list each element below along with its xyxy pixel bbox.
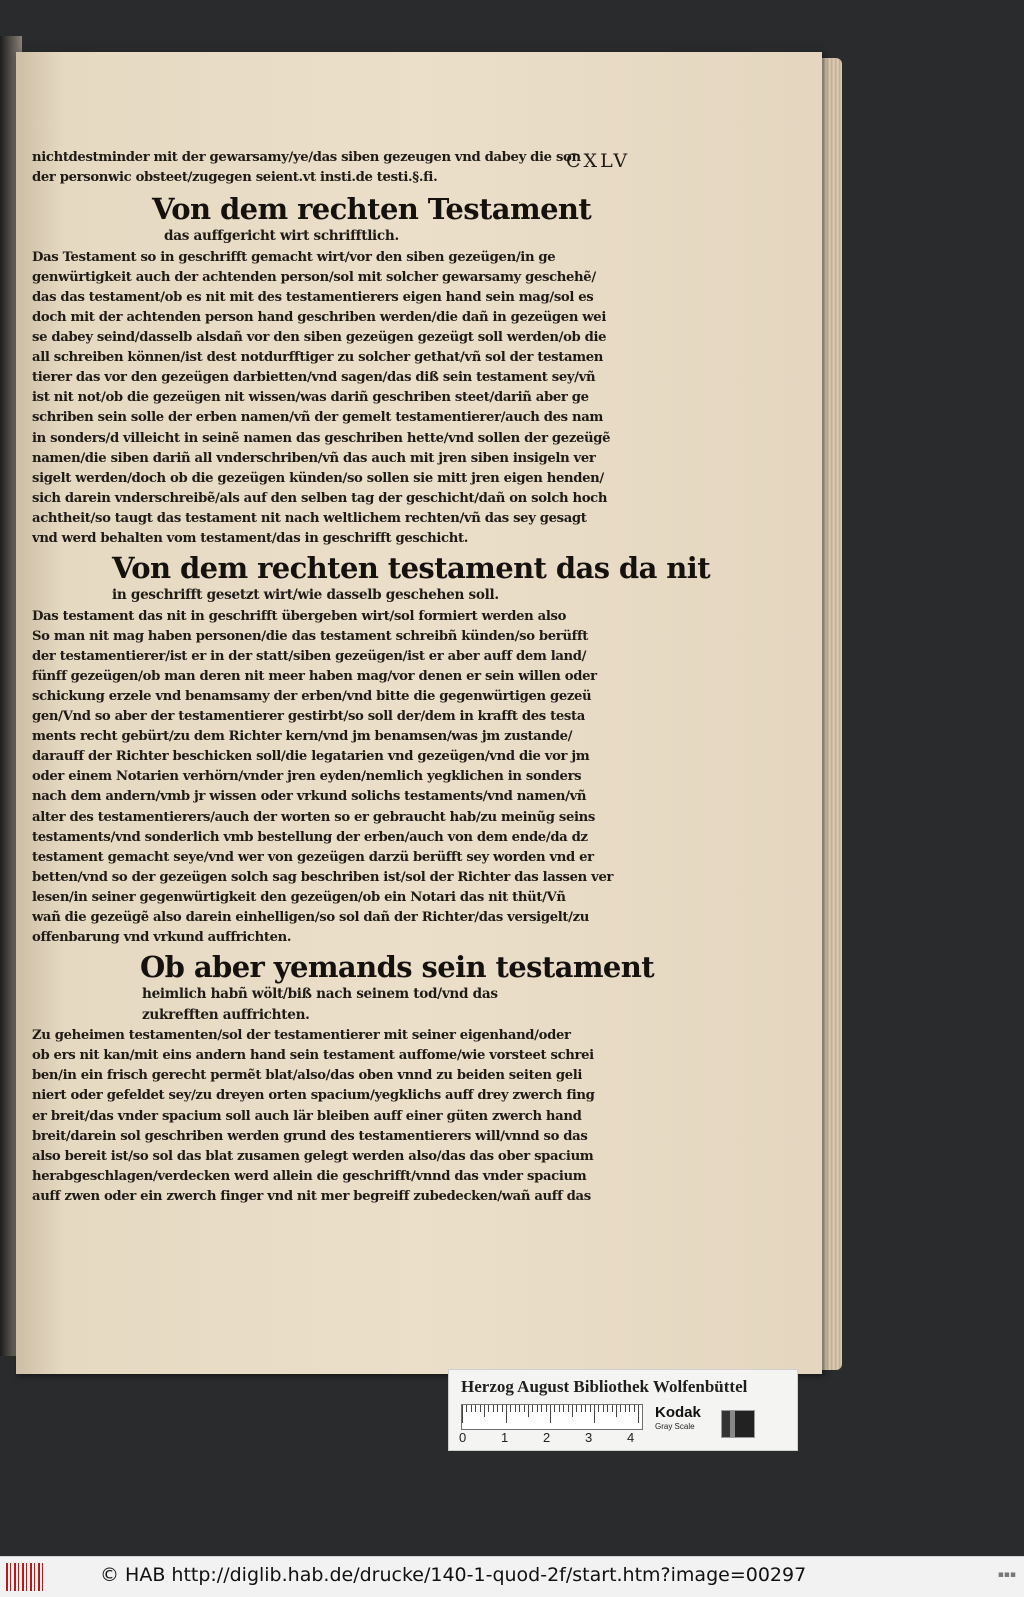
text-line: alter des testamentierers/auch der worten so er gebraucht hab/zu meinũg seins [32, 809, 595, 825]
ruler-tick [638, 1405, 639, 1423]
text-line: schriben sein solle der erben namen/vñ der gemelt testamentierer/auch des nam [32, 410, 603, 426]
text-line: Das Testament so in geschrifft gemacht wirt/vor den siben gezeügen/in ge [32, 249, 556, 265]
footer-url[interactable]: © HAB http://diglib.hab.de/drucke/140-1-quod-2f/start.htm?image=00297 [100, 1564, 807, 1586]
ruler-tick [603, 1405, 604, 1412]
text-line: vnd werd behalten vom testament/das in geschrifft geschicht. [32, 531, 468, 546]
ruler-tick [484, 1405, 485, 1417]
section-subheading: zukrefften auffrichten. [142, 1006, 310, 1023]
measurement-ruler [461, 1404, 643, 1430]
ruler-number: 2 [543, 1430, 551, 1445]
ruler-tick [554, 1405, 555, 1412]
hab-barcode-logo-icon[interactable] [6, 1563, 46, 1591]
text-line: sigelt werden/doch ob die gezeügen künden/so sollen sie mitt jren eigen henden/ [32, 470, 604, 486]
ruler-tick [607, 1405, 608, 1412]
text-line: doch mit der achtenden person hand geschriben werden/die dañ in gezeügen wei [32, 309, 607, 325]
text-line: So man nit mag haben personen/die das testament schreibñ künden/so berüfft [32, 628, 589, 644]
ruler-number: 3 [585, 1430, 593, 1445]
text-line: testament gemacht seye/vnd wer von gezeügen darzü berüfft sey worden vnd er [32, 849, 594, 865]
ruler-tick [466, 1405, 467, 1412]
text-line: fünff gezeügen/ob man deren nit meer haben mag/vor denen er sein willen oder [32, 668, 597, 684]
text-line: betten/vnd so der gezeügen solch sag beschriben ist/sol der Richter das lassen ver [32, 869, 614, 885]
text-line: der personwic obsteet/zugegen seient.vt insti.de testi.§.fi. [32, 170, 438, 186]
footer-bar [0, 1556, 1024, 1597]
text-line: wañ die gezeügẽ also darein einhelligen/so sol dañ der Richter/das versigelt/zu [32, 910, 589, 925]
section-heading: Von dem rechten Testament [152, 192, 592, 227]
text-line: ments recht gebürt/zu dem Richter kern/vnd jm benamsen/was jm zustande/ [32, 729, 573, 745]
text-line: das das testament/ob es nit mit des testamentierers eigen hand sein mag/sol es [32, 289, 594, 305]
section-heading: Von dem rechten testament das da nit [112, 551, 710, 586]
text-line: testaments/vnd sonderlich vmb bestellung der erben/auch von dem ende/da dz [32, 829, 588, 845]
ruler-tick [546, 1405, 547, 1412]
section-subheading: heimlich habñ wölt/biß nach seinem tod/vnd das [142, 986, 498, 1003]
text-line: sich darein vnderschreibẽ/als auf den selben tag der geschicht/dañ on solch hoch [32, 490, 608, 506]
ruler-tick [462, 1405, 463, 1423]
text-line: in sonders/d villeicht in seinẽ namen das geschriben hette/vnd sollen der gezeügẽ [32, 430, 611, 446]
ruler-tick [524, 1405, 525, 1412]
page-text [32, 148, 710, 1207]
section-heading: Ob aber yemands sein testament [140, 950, 655, 985]
text-line: genwürtigkeit auch der achtenden person/sol mit solcher gewarsamy geschehẽ/ [32, 269, 596, 285]
paragraph [32, 248, 682, 549]
folio-number: CXLV [566, 150, 631, 172]
text-line: breit/darein sol geschriben werden grund des testamentierers will/vnnd so das [32, 1128, 588, 1144]
text-line: schickung erzele vnd benamsamy der erben/vnd bitte die gegenwürtigen gezeü [32, 688, 592, 704]
ruler-tick [634, 1405, 635, 1412]
text-line: der testamentierer/ist er in der statt/siben gezeügen/ist er aber auff dem land/ [32, 648, 587, 664]
text-line: oder einem Notarien verhörn/vnder jren eyden/nemlich yegklichen in sonders [32, 769, 582, 785]
ruler-tick [488, 1405, 489, 1412]
text-line: all schreiben können/ist dest notdurfftiger zu solcher gethat/vñ sol der testamen [32, 350, 604, 366]
ruler-tick [510, 1405, 511, 1412]
gray-patch [721, 1410, 755, 1438]
section-subheading: das auffgericht wirt schrifftlich. [164, 228, 399, 245]
ruler-tick [502, 1405, 503, 1412]
text-line: Das testament das nit in geschrifft übergeben wirt/sol formiert werden also [32, 608, 567, 624]
card-title: Herzog August Bibliothek Wolfenbüttel [461, 1377, 748, 1396]
ruler-tick [629, 1405, 630, 1412]
text-line: niert oder gefeldet sey/zu dreyen orten spacium/yegklichs auff drey zwerch fing [32, 1088, 595, 1104]
text-line: namen/die siben dariñ all vnderschriben/vñ das auch mit jren siben insigeln ver [32, 450, 596, 466]
kodak-brand: Kodak [655, 1404, 701, 1421]
ruler-tick [585, 1405, 586, 1412]
paragraph [32, 607, 682, 949]
color-calibration-card [448, 1369, 798, 1451]
ruler-tick [497, 1405, 498, 1412]
text-line: darauff der Richter beschicken soll/die legatarien vnd gezeügen/vnd die vor jm [32, 749, 590, 765]
ruler-tick [563, 1405, 564, 1412]
text-line: lesen/in seiner gegenwürtigkeit den gezeügen/ob ein Notari das nit thüt/Vñ [32, 889, 566, 905]
ruler-tick [519, 1405, 520, 1412]
ruler-tick [568, 1405, 569, 1412]
ruler-tick [581, 1405, 582, 1412]
ruler-number: 4 [627, 1430, 635, 1445]
text-line: also bereit ist/so sol das blat zusamen gelegt werden also/das das ober spacium [32, 1148, 594, 1164]
ruler-number: 0 [459, 1430, 467, 1445]
ruler-tick [493, 1405, 494, 1412]
text-line: er breit/das vnder spacium soll auch lär bleiben auff einer güten zwerch hand [32, 1108, 582, 1124]
text-line: nach dem andern/vmb jr wissen oder vrkund solichs testaments/vnd namen/vñ [32, 789, 587, 805]
ruler-tick [537, 1405, 538, 1412]
ruler-number: 1 [501, 1430, 509, 1445]
text-line: se dabey seind/dasselb alsdañ vor den siben gezeügen gezeügt soll werden/ob die [32, 330, 607, 346]
ruler-tick [576, 1405, 577, 1412]
paragraph [32, 1026, 682, 1207]
ruler-tick [515, 1405, 516, 1412]
ruler-tick [471, 1405, 472, 1412]
ruler-tick [572, 1405, 573, 1417]
ruler-tick [506, 1405, 507, 1423]
text-line: ist nit not/ob die gezeügen nit wissen/was dariñ geschriben steet/dariñ aber ge [32, 390, 589, 406]
text-line: herabgeschlagen/verdecken werd allein die geschrifft/vnnd das vnder spacium [32, 1168, 587, 1184]
ruler-tick [480, 1405, 481, 1412]
text-line: offenbarung vnd vrkund auffrichten. [32, 930, 292, 946]
ruler-tick [559, 1405, 560, 1412]
ruler-tick [620, 1405, 621, 1412]
ruler-tick [598, 1405, 599, 1412]
ruler-tick [532, 1405, 533, 1412]
text-line: ben/in ein frisch gerecht permẽt blat/also/das oben vnnd zu beiden seiten geli [32, 1068, 583, 1084]
gray-scale-label: Gray Scale [655, 1422, 695, 1431]
text-line: tierer das vor den gezeügen darbietten/vnd sagen/das diß sein testament sey/vñ [32, 370, 596, 386]
ruler-tick [550, 1405, 551, 1423]
ruler-tick [528, 1405, 529, 1417]
ruler-tick [541, 1405, 542, 1412]
ruler-tick [616, 1405, 617, 1417]
ruler-tick [475, 1405, 476, 1412]
ruler-tick [612, 1405, 613, 1412]
text-line: Zu geheimen testamenten/sol der testamentierer mit seiner eigenhand/oder [32, 1028, 571, 1044]
ruler-scale [449, 1430, 649, 1446]
footer-dots: ▪▪▪ [997, 1570, 1016, 1580]
text-line: nichtdestminder mit der gewarsamy/ye/das siben gezeugen vnd dabey die son [32, 150, 581, 165]
ruler-tick [594, 1405, 595, 1423]
text-line: ob ers nit kan/mit eins andern hand sein testament auffome/wie vorsteet schrei [32, 1048, 594, 1064]
ruler-tick [625, 1405, 626, 1412]
section-subheading: in geschrifft gesetzt wirt/wie dasselb geschehen soll. [112, 587, 499, 604]
text-line: achtheit/so taugt das testament nit nach weltlichem rechten/vñ das sey gesagt [32, 510, 587, 526]
text-line: gen/Vnd so aber der testamentierer gestirbt/so soll der/dem in krafft des testa [32, 709, 585, 725]
ruler-tick [590, 1405, 591, 1412]
text-line: auff zwen oder ein zwerch finger vnd nit mer begreiff zubedecken/wañ auff das [32, 1188, 591, 1204]
